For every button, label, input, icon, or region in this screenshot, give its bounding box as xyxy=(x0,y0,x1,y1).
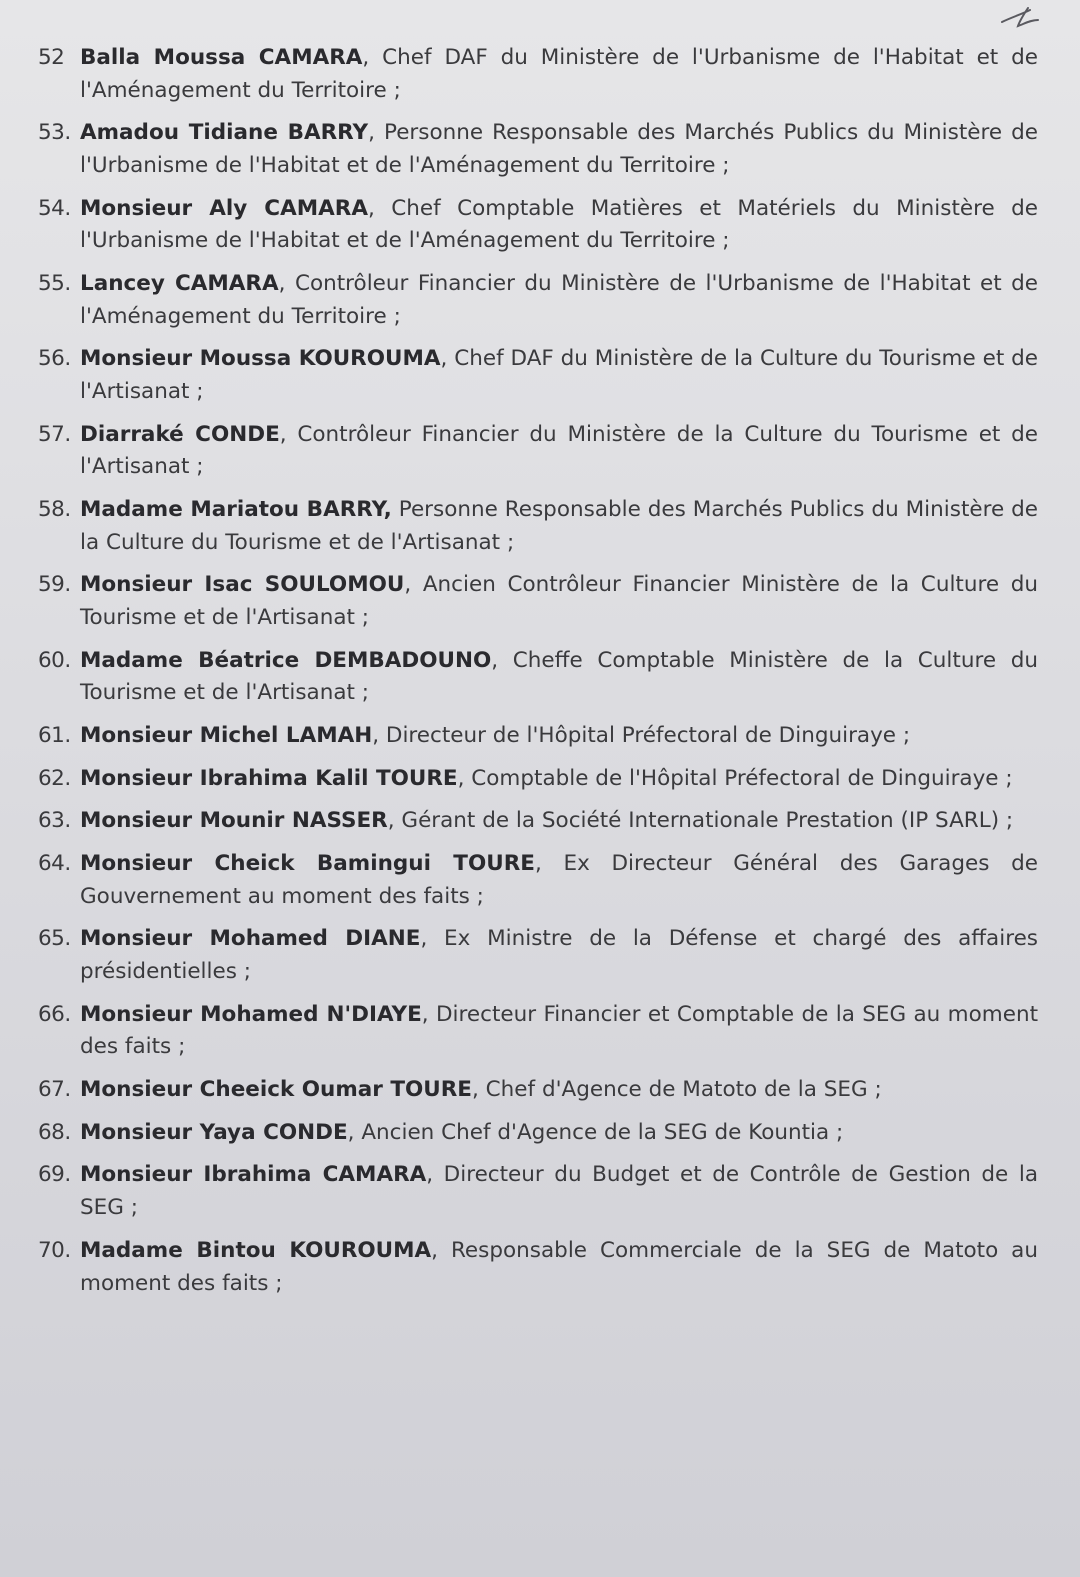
list-item xyxy=(38,569,1038,634)
person-name: Diarraké CONDE xyxy=(80,421,280,447)
list-item xyxy=(38,117,1038,182)
item-content xyxy=(80,1074,1038,1107)
person-role: , Chef d'Agence de Matoto de la SEG ; xyxy=(472,1077,882,1103)
person-name: Monsieur Aly CAMARA xyxy=(80,195,368,221)
person-role: , Chef Comptable Matières et Matériels du Ministère de l'Urbanisme de l'Habitat et de l'Aménagement du Territoire ; xyxy=(80,195,1038,254)
person-name: Monsieur Cheeick Oumar TOURE xyxy=(80,1077,472,1103)
list-item xyxy=(38,805,1038,838)
item-content xyxy=(80,343,1038,408)
item-number: 69. xyxy=(38,1162,71,1188)
person-list xyxy=(38,42,1038,1310)
person-role: , Ex Directeur Général des Garages de Gouvernement au moment des faits ; xyxy=(80,851,1038,909)
item-content xyxy=(80,645,1038,710)
person-name: Monsieur Ibrahima Kalil TOURE xyxy=(80,765,458,791)
person-role: , Ancien Contrôleur Financier Ministère de la Culture du Tourisme et de l'Artisanat ; xyxy=(80,572,1038,631)
person-name: Madame Mariatou BARRY, xyxy=(80,497,392,523)
item-number: 63. xyxy=(38,808,71,834)
list-item xyxy=(38,193,1038,258)
person-role: , Cheffe Comptable Ministère de la Culture du Tourisme et de l'Artisanat ; xyxy=(80,647,1038,706)
item-number: 54. xyxy=(38,195,71,221)
person-name: Monsieur Yaya CONDE xyxy=(80,1119,348,1145)
person-role: , Responsable Commerciale de la SEG de Matoto au moment des faits ; xyxy=(80,1237,1038,1296)
item-content xyxy=(80,42,1038,107)
list-item xyxy=(38,42,1038,107)
person-role: , Directeur de l'Hôpital Préfectoral de Dinguiraye ; xyxy=(372,723,911,749)
item-content xyxy=(80,268,1038,333)
item-number: 52 xyxy=(38,45,65,70)
person-name: Monsieur Mohamed N'DIAYE xyxy=(80,1001,422,1027)
person-role: , Contrôleur Financier du Ministère de l'Urbanisme de l'Habitat et de l'Aménagement du Territoire ; xyxy=(80,271,1038,329)
item-number: 55. xyxy=(38,271,71,297)
item-content xyxy=(80,419,1038,484)
list-item xyxy=(38,1117,1038,1150)
item-number: 61. xyxy=(38,723,71,749)
person-name: Monsieur Mounir NASSER xyxy=(80,808,388,834)
person-name: Monsieur Ibrahima CAMARA xyxy=(80,1162,427,1188)
list-item xyxy=(38,1235,1038,1300)
list-item xyxy=(38,343,1038,408)
person-role: , Comptable de l'Hôpital Préfectoral de Dinguiraye ; xyxy=(457,765,1013,791)
list-item xyxy=(38,268,1038,333)
item-content xyxy=(80,193,1038,258)
item-number: 58. xyxy=(38,497,71,523)
item-number: 70. xyxy=(38,1237,71,1263)
item-number: 57. xyxy=(38,421,71,447)
item-content xyxy=(80,1235,1038,1300)
list-item xyxy=(38,848,1038,913)
person-role: , Gérant de la Société Internationale Prestation (IP SARL) ; xyxy=(387,808,1014,834)
list-item xyxy=(38,645,1038,710)
person-role: , Contrôleur Financier du Ministère de la Culture du Tourisme et de l'Artisanat ; xyxy=(80,421,1039,480)
person-name: Monsieur Moussa KOUROUMA xyxy=(80,346,441,372)
list-item xyxy=(38,763,1038,796)
list-item xyxy=(38,999,1038,1064)
item-number: 65. xyxy=(38,926,71,952)
list-item xyxy=(38,1074,1038,1107)
item-content xyxy=(80,720,1038,753)
person-role: Personne Responsable des Marchés Publics du Ministère de la Culture du Tourisme et de l'Artisanat ; xyxy=(80,497,1038,555)
person-name: Lancey CAMARA xyxy=(80,271,279,297)
item-number: 60. xyxy=(38,647,71,673)
person-name: Monsieur Michel LAMAH xyxy=(80,723,373,749)
item-number: 59. xyxy=(38,572,71,598)
item-content xyxy=(80,848,1038,913)
person-role: , Chef DAF du Ministère de la Culture du Tourisme et de l'Artisanat ; xyxy=(80,346,1038,405)
person-name: Monsieur Cheick Bamingui TOURE xyxy=(80,851,535,877)
person-role: , Chef DAF du Ministère de l'Urbanisme de l'Habitat et de l'Aménagement du Territoire ; xyxy=(80,45,1038,103)
person-name: Madame Béatrice DEMBADOUNO xyxy=(80,647,492,673)
item-number: 67. xyxy=(38,1077,71,1103)
person-role: , Personne Responsable des Marchés Publics du Ministère de l'Urbanisme de l'Habitat et de l'Aménagement du Territoire ; xyxy=(80,120,1039,179)
item-number: 64. xyxy=(38,851,71,877)
item-content xyxy=(80,923,1038,988)
list-item xyxy=(38,494,1038,559)
item-content xyxy=(80,1159,1038,1224)
person-role: , Ancien Chef d'Agence de la SEG de Kountia ; xyxy=(347,1119,844,1145)
item-number: 66. xyxy=(38,1001,71,1027)
item-content xyxy=(80,494,1038,559)
item-content xyxy=(80,1117,1038,1150)
person-name: Amadou Tidiane BARRY xyxy=(80,120,369,146)
item-content xyxy=(80,117,1038,182)
item-content xyxy=(80,763,1038,796)
list-item xyxy=(38,419,1038,484)
person-role: , Directeur du Budget et de Contrôle de Gestion de la SEG ; xyxy=(80,1162,1038,1221)
item-content xyxy=(80,805,1038,838)
list-item xyxy=(38,923,1038,988)
item-number: 53. xyxy=(38,120,71,146)
person-name: Monsieur Mohamed DIANE xyxy=(80,926,421,952)
item-content xyxy=(80,569,1038,634)
person-name: Monsieur Isac SOULOMOU xyxy=(80,572,405,598)
item-number: 62. xyxy=(38,765,71,791)
item-content xyxy=(80,999,1038,1064)
list-item xyxy=(38,720,1038,753)
item-number: 56. xyxy=(38,346,71,372)
person-name: Madame Bintou KOUROUMA xyxy=(80,1237,432,1263)
item-number: 68. xyxy=(38,1119,71,1145)
person-role: , Ex Ministre de la Défense et chargé des affaires présidentielles ; xyxy=(80,926,1038,985)
list-item xyxy=(38,1159,1038,1224)
person-name: Balla Moussa CAMARA xyxy=(80,45,363,70)
person-role: , Directeur Financier et Comptable de la SEG au moment des faits ; xyxy=(80,1001,1039,1060)
pen-mark xyxy=(1000,4,1040,34)
